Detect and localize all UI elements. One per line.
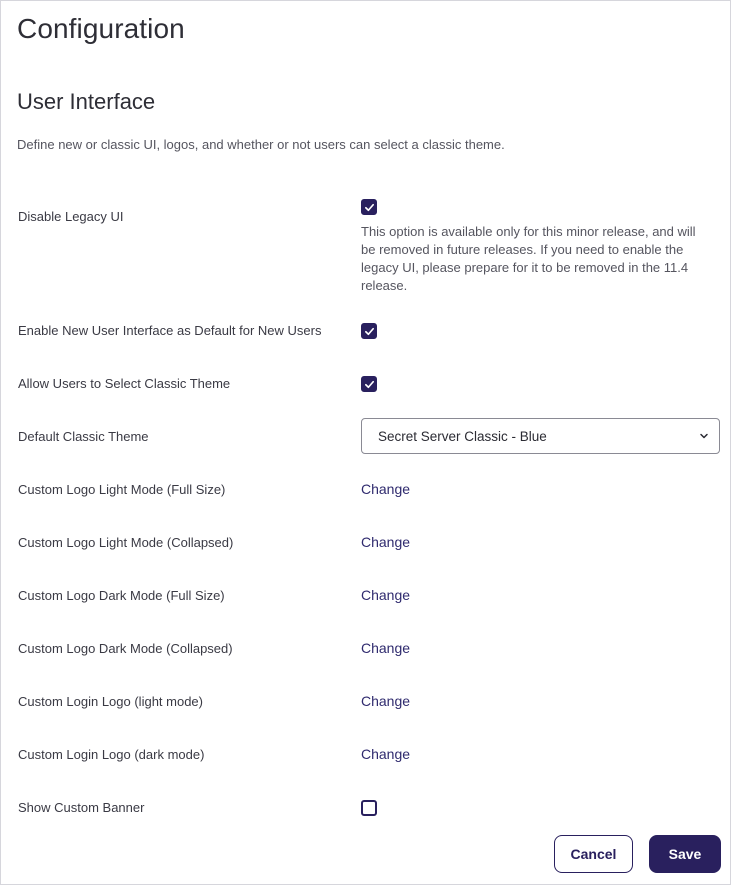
checkmark-icon <box>364 326 375 337</box>
login-logo-light-change-link[interactable]: Change <box>361 693 411 709</box>
login-logo-dark-label: Custom Login Logo (dark mode) <box>18 747 205 762</box>
checkmark-icon <box>364 202 375 213</box>
disable-legacy-ui-checkbox[interactable] <box>361 199 377 215</box>
show-custom-banner-label: Show Custom Banner <box>18 800 145 815</box>
enable-new-ui-default-label: Enable New User Interface as Default for New Users <box>18 323 322 338</box>
chevron-down-icon <box>698 430 710 442</box>
login-logo-dark-change-link[interactable]: Change <box>361 746 411 762</box>
allow-classic-theme-label: Allow Users to Select Classic Theme <box>18 376 231 391</box>
show-custom-banner-checkbox[interactable] <box>361 800 377 816</box>
logo-dark-collapsed-label: Custom Logo Dark Mode (Collapsed) <box>18 641 233 656</box>
cancel-button[interactable]: Cancel <box>554 835 633 873</box>
disable-legacy-ui-help: This option is available only for this minor release, and will be removed in future releases. If you need to enable the legacy UI, please prepare for it to be removed in the 11.4 release. <box>361 224 696 293</box>
save-button[interactable]: Save <box>649 835 721 873</box>
logo-light-full-label: Custom Logo Light Mode (Full Size) <box>18 482 226 497</box>
logo-light-collapsed-change-link[interactable]: Change <box>361 534 411 550</box>
logo-light-collapsed-label: Custom Logo Light Mode (Collapsed) <box>18 535 234 550</box>
default-classic-theme-label: Default Classic Theme <box>18 429 149 444</box>
logo-dark-full-label: Custom Logo Dark Mode (Full Size) <box>18 588 225 603</box>
login-logo-light-label: Custom Login Logo (light mode) <box>18 694 203 709</box>
default-classic-theme-value: Secret Server Classic - Blue <box>378 428 547 444</box>
enable-new-ui-default-checkbox[interactable] <box>361 323 377 339</box>
logo-dark-collapsed-change-link[interactable]: Change <box>361 640 411 656</box>
allow-classic-theme-checkbox[interactable] <box>361 376 377 392</box>
section-description: Define new or classic UI, logos, and whether or not users can select a classic theme. <box>17 137 505 152</box>
page-title: Configuration <box>17 13 185 44</box>
disable-legacy-ui-label: Disable Legacy UI <box>18 209 124 224</box>
checkmark-icon <box>364 379 375 390</box>
logo-dark-full-change-link[interactable]: Change <box>361 587 411 603</box>
logo-light-full-change-link[interactable]: Change <box>361 481 411 497</box>
section-title: User Interface <box>17 89 156 114</box>
default-classic-theme-select[interactable] <box>361 418 720 454</box>
